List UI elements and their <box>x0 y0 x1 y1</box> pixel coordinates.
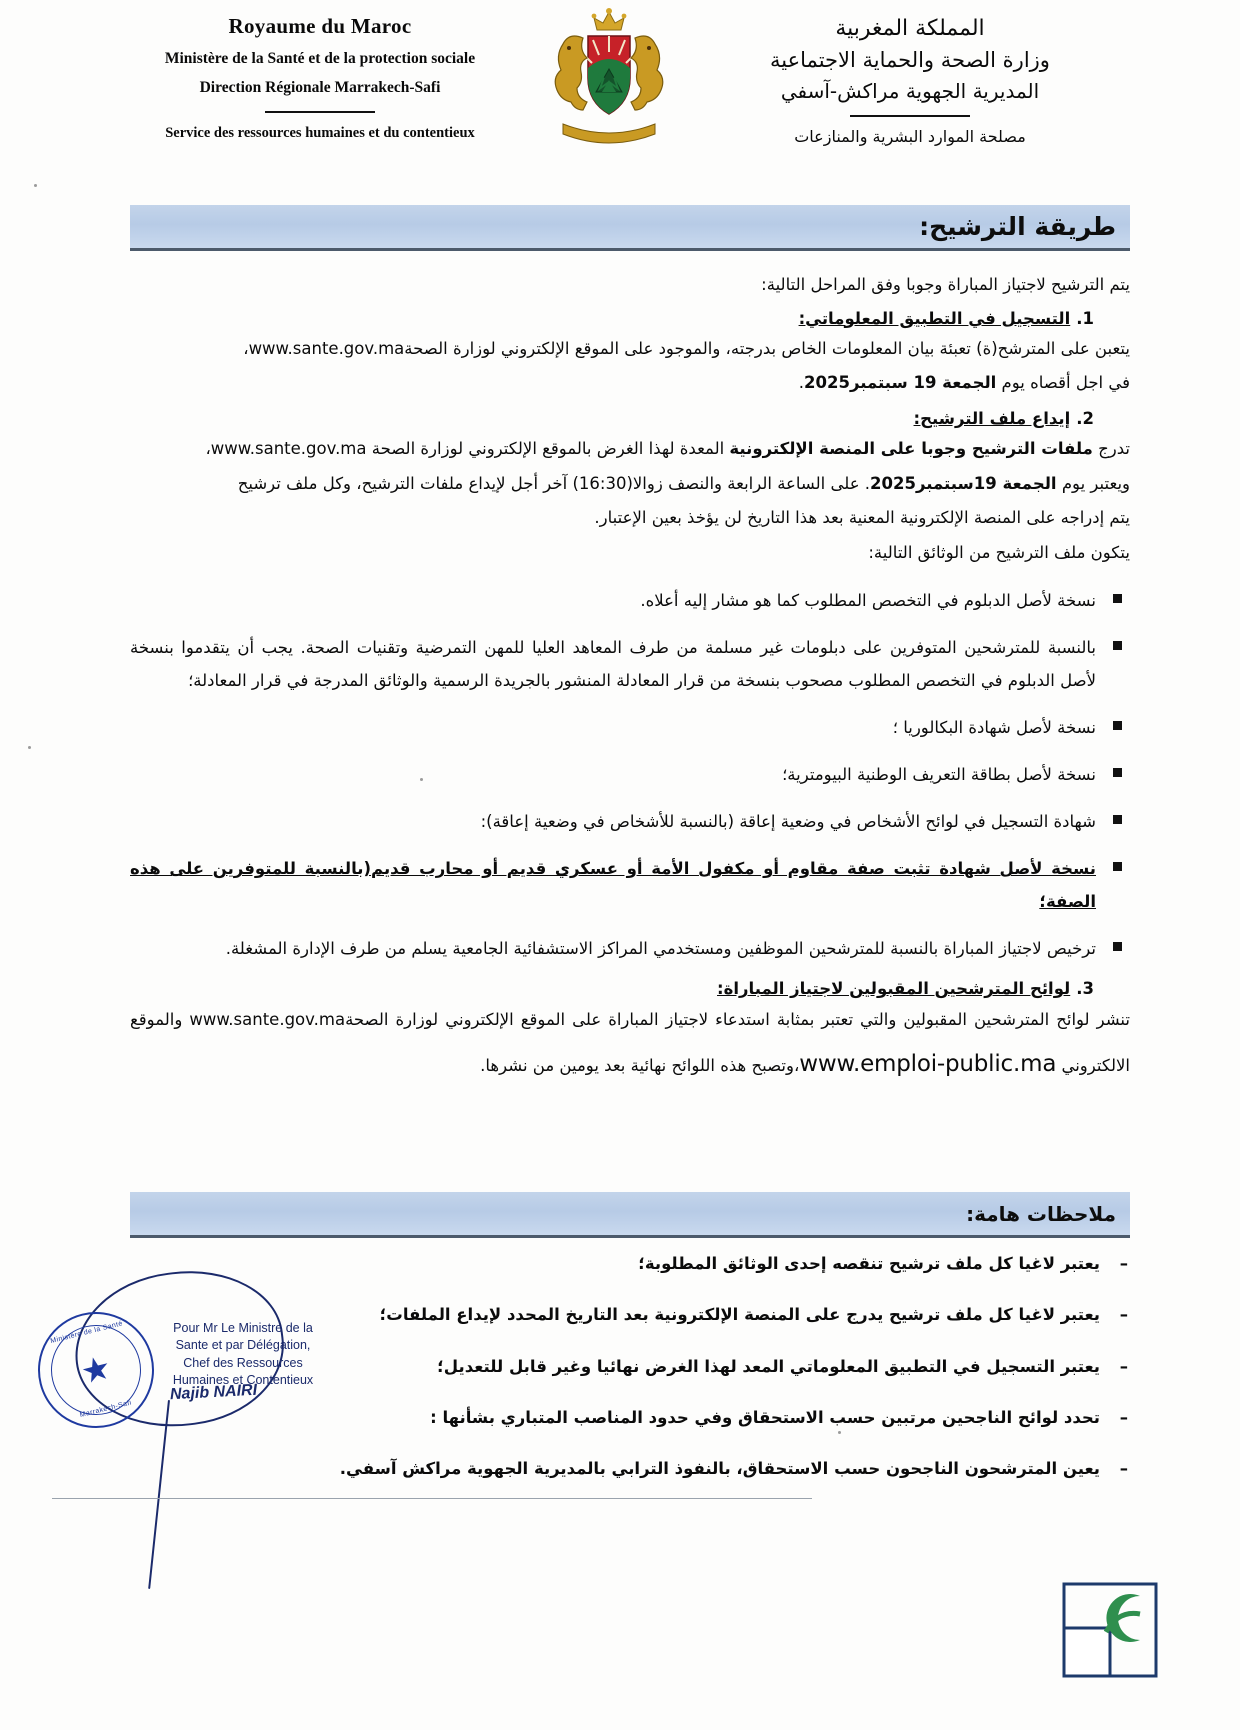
step3-url-sante: www.sante.gov.ma <box>189 1010 346 1030</box>
header-fr-direction: Direction Régionale Marrakech-Safi <box>199 79 441 96</box>
scan-speckle <box>34 184 37 187</box>
header-ar-ministry: وزارة الصحة والحماية الاجتماعية <box>770 48 1050 72</box>
document-text: شهادة التسجيل في لوائح الأشخاص في وضعية إعاقة (بالنسبة للأشخاص في وضعية إعاقة): <box>480 812 1096 832</box>
stamp-top-text: Ministère de la Santé <box>49 1320 124 1346</box>
note-item <box>330 1402 1130 1433</box>
note-item <box>330 1248 1130 1279</box>
document-text: نسخة لأصل شهادة تثبت صفة مقاوم أو مكفول الأمة أو عسكري قديم أو محارب قديم <box>371 859 1096 879</box>
step3-body <box>130 1002 1130 1089</box>
procedure-banner-title: طريقة الترشيح: <box>919 212 1116 241</box>
star-icon: ★ <box>76 1346 115 1392</box>
handwritten-signature-stroke <box>148 1400 170 1589</box>
square-bullet-icon <box>1113 594 1122 603</box>
step2-number: 2. <box>1076 408 1094 428</box>
step2-l2-b: . على الساعة الرابعة والنصف زوالا(16:30) آخر أجل لإيداع ملفات الترشيح، وكل ملف ترشيح <box>237 473 871 493</box>
dash-bullet-icon: – <box>1119 1254 1128 1273</box>
step3-body-b: والموقع الالكتروني <box>130 1010 1130 1075</box>
note-text: يعتبر لاغيا كل ملف ترشيح يدرج على المنصة الإلكترونية بعد التاريخ المحدد لإيداع الملفات؛ <box>379 1305 1100 1325</box>
step1-deadline-prefix: في اجل أقصاه يوم <box>996 373 1130 393</box>
step1-deadline-date: الجمعة 19 سبتمبر2025 <box>804 373 997 393</box>
morocco-coat-of-arms-icon <box>533 6 685 158</box>
scan-speckle <box>420 778 423 781</box>
square-bullet-icon <box>1113 942 1122 951</box>
notes-content <box>330 1248 1130 1505</box>
step1-body-text: يتعبن على المترشح(ة) تعبئة بيان المعلومات الخاص بدرجته، والموجود على الموقع الإلكتروني لوزارة الصحة <box>404 338 1130 358</box>
notes-banner-title: ملاحظات هامة: <box>966 1202 1116 1226</box>
document-item-emphasized <box>130 852 1130 918</box>
step2-para-line2 <box>130 467 1130 502</box>
step2-l1-b: المعدة لهذا الغرض بالموقع الإلكتروني لوزارة الصحة <box>366 438 730 458</box>
note-item <box>330 1299 1130 1330</box>
step2-l1-c: ، <box>205 438 211 458</box>
step1-heading <box>130 309 1130 328</box>
note-item <box>330 1453 1130 1484</box>
ministry-health-logo-icon <box>1062 1582 1158 1678</box>
step1-title: التسجيل في التطبيق المعلوماتي: <box>798 308 1071 328</box>
document-text: نسخة لأصل الدبلوم في التخصص المطلوب كما هو مشار إليه أعلاه. <box>640 591 1096 611</box>
step3-body-c: ،وتصبح هذه اللوائح نهائية بعد يومين من نشرها. <box>480 1055 800 1075</box>
notes-section-banner <box>130 1192 1130 1238</box>
step2-docs-intro: يتكون ملف الترشيح من الوثائق التالية: <box>868 542 1130 562</box>
step3-heading <box>130 979 1130 998</box>
header-fr-kingdom: Royaume du Maroc <box>228 14 412 38</box>
header-fr-divider <box>265 111 375 113</box>
scan-speckle <box>838 1431 841 1434</box>
document-text: بالنسبة للمترشحين المتوفرين على دبلومات غير مسلمة من طرف المعاهد العليا للمهن التمرضية وتقنيات الصحة. يجب أن يتقدموا بنسخة لأصل الدبلوم في التخصص المطلوب مصحوب بنسخة من قرار المعادلة المنشور بالجريدة الرسمية والوثائق المدرجة في قرار المعادلة؛ <box>130 638 1096 691</box>
step2-title: إيداع ملف الترشيح: <box>913 408 1071 428</box>
dash-bullet-icon: – <box>1119 1356 1128 1376</box>
square-bullet-icon <box>1113 815 1122 824</box>
square-bullet-icon <box>1113 768 1122 777</box>
step2-para-line1 <box>130 432 1130 467</box>
header-ar-direction: المديرية الجهوية مراكش-آسفي <box>780 79 1040 103</box>
document-text-emphasis: (بالنسبة للمتوفرين على هذه الصفة؛ <box>130 859 1096 912</box>
document-item <box>130 711 1130 744</box>
step2-l1-bold: ملفات الترشيح وجوبا على المنصة الإلكترونية <box>729 438 1093 458</box>
document-text: ترخيص لاجتياز المباراة بالنسبة للمترشحين الموظفين ومستخدمي المراكز الاستشفائية الجامعية يسلم من طرف الإدارة المشغلة. <box>225 939 1096 959</box>
dash-bullet-icon: – <box>1119 1408 1128 1428</box>
step1-comma: ، <box>243 338 249 358</box>
document-item <box>130 758 1130 791</box>
header-ar-kingdom: المملكة المغربية <box>835 16 985 41</box>
note-text: يعتبر لاغيا كل ملف ترشيح تنقصه إحدى الوثائق المطلوبة؛ <box>638 1254 1100 1273</box>
step2-para-line3: يتم إدراجه على المنصة الإلكترونية المعنية بعد هذا التاريخ لن يؤخذ بعين الإعتبار. <box>594 508 1130 528</box>
square-bullet-icon <box>1113 721 1122 730</box>
step1-deadline-line <box>130 366 1130 401</box>
document-header <box>0 0 1240 180</box>
procedure-intro: يتم الترشيح لاجتياز المباراة وجوبا وفق المراحل التالية: <box>761 275 1130 294</box>
step1-body <box>130 332 1130 367</box>
document-item <box>130 932 1130 965</box>
header-french-block <box>110 14 530 142</box>
header-ar-divider <box>850 115 970 117</box>
stamp-bottom-text: Marrakech-Safi <box>79 1399 133 1420</box>
note-text: تحدد لوائح الناجحين مرتبين حسب الاستحقاق وفي حدود المناصب المتباري بشأنها : <box>430 1408 1100 1428</box>
step3-url-emploi-public: www.emploi-public.ma <box>799 1050 1057 1077</box>
dash-bullet-icon: – <box>1119 1459 1128 1479</box>
step3-body-a: تنشر لوائح المترشحين المقبولين والتي تعتبر بمثابة استدعاء لاجتياز المباراة على الموقع الإلكتروني لوزارة الصحة <box>345 1010 1130 1030</box>
square-bullet-icon <box>1113 862 1122 871</box>
square-bullet-icon <box>1113 641 1122 650</box>
signatory-name: Najib NAIRI <box>169 1381 258 1404</box>
step2-l2-a: ويعتبر يوم <box>1056 473 1130 493</box>
header-arabic-block <box>700 16 1120 146</box>
step2-l2-bold: الجمعة 19سبتمبر2025 <box>870 473 1057 493</box>
step2-l1-a: تدرج <box>1092 438 1130 458</box>
scan-speckle <box>28 746 31 749</box>
document-item <box>130 805 1130 838</box>
step1-deadline-suffix: . <box>798 373 805 393</box>
delegation-line-3: Chef des Ressources <box>183 1355 303 1370</box>
important-notes-list <box>330 1248 1130 1485</box>
note-text: يعين المترشحون الناجحون حسب الاستحقاق، بالنفوذ الترابي بالمديرية الجهوية مراكش آسفي. <box>339 1459 1100 1479</box>
procedure-content <box>130 268 1130 1089</box>
signature-stamp-area <box>20 1272 350 1502</box>
procedure-section-banner <box>130 205 1130 251</box>
document-text: نسخة لأصل بطاقة التعريف الوطنية البيومترية؛ <box>782 765 1096 785</box>
header-ar-service: مصلحة الموارد البشرية والمنازعات <box>794 127 1026 146</box>
delegation-line-4: Humaines et Contentieux <box>172 1372 314 1387</box>
delegation-line-2: Sante et par Délégation, <box>175 1338 311 1353</box>
step2-l1-url: www.sante.gov.ma <box>210 438 367 458</box>
required-documents-list <box>130 584 1130 965</box>
step3-title: لوائح المترشحين المقبولين لاجتياز المباراة: <box>717 979 1071 999</box>
document-item <box>130 631 1130 697</box>
step1-url: www.sante.gov.ma <box>248 338 405 358</box>
step1-number: 1. <box>1076 308 1094 328</box>
dash-bullet-icon: – <box>1119 1305 1128 1325</box>
step3-number: 3. <box>1076 979 1094 999</box>
delegation-line-1: Pour Mr Le Ministre de la <box>173 1321 313 1335</box>
document-item <box>130 584 1130 617</box>
note-text: يعتبر التسجيل في التطبيق المعلوماتي المعد لهذا الغرض نهائيا وغير قابل للتعديل؛ <box>437 1356 1100 1376</box>
header-fr-service: Service des ressources humaines et du contentieux <box>165 125 475 141</box>
header-fr-ministry: Ministère de la Santé et de la protection sociale <box>164 50 476 67</box>
note-item <box>330 1351 1130 1382</box>
document-text: نسخة لأصل شهادة البكالوريا ؛ <box>892 718 1096 738</box>
footer-divider <box>52 1498 812 1499</box>
delegation-text-block <box>148 1320 338 1389</box>
step2-heading <box>130 409 1130 428</box>
